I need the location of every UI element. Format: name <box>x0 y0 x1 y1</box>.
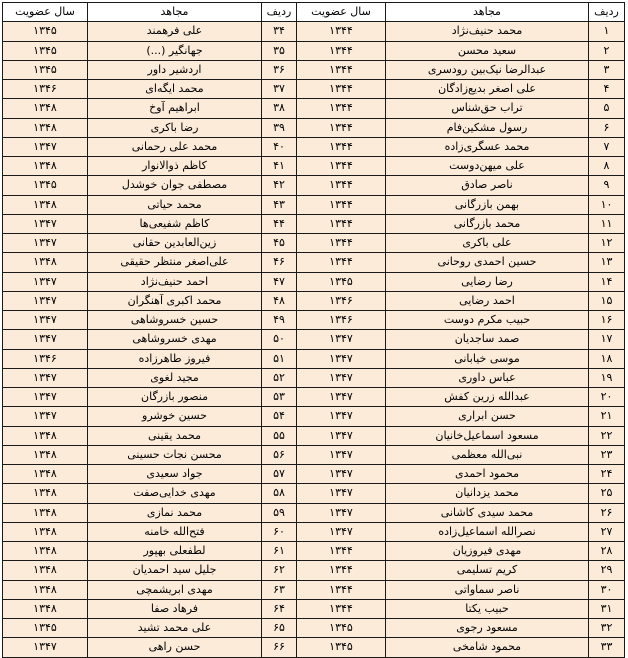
member-name: جهانگیر (...) <box>88 41 262 60</box>
header-year: سال عضویت <box>3 3 88 22</box>
table-row <box>3 41 625 60</box>
table-row <box>3 407 625 426</box>
member-name: ناصر صادق <box>386 176 589 195</box>
row-number: ۲۷ <box>589 522 625 541</box>
membership-year: ۱۳۴۴ <box>297 99 386 118</box>
row-number: ۳۳ <box>589 638 625 657</box>
row-number: ۱۸ <box>589 349 625 368</box>
member-name: کریم تسلیمی <box>386 561 589 580</box>
row-number: ۵۵ <box>262 426 297 445</box>
table-row <box>3 80 625 99</box>
row-number: ۳۹ <box>262 118 297 137</box>
table-row <box>3 580 625 599</box>
member-name: تراب حق‌شناس <box>386 99 589 118</box>
membership-year: ۱۳۴۷ <box>297 407 386 426</box>
member-name: محمد ایگه‌ای <box>88 80 262 99</box>
membership-year: ۱۳۴۷ <box>3 330 88 349</box>
row-number: ۴۶ <box>262 253 297 272</box>
row-number: ۱۳ <box>589 253 625 272</box>
row-number: ۶۲ <box>262 561 297 580</box>
row-number: ۶۴ <box>262 599 297 618</box>
member-name: فتح‌الله خامنه <box>88 522 262 541</box>
membership-year: ۱۳۴۴ <box>297 214 386 233</box>
membership-year: ۱۳۴۸ <box>3 426 88 445</box>
member-name: مسعود اسماعیل‌خانیان <box>386 426 589 445</box>
membership-year: ۱۳۴۸ <box>3 253 88 272</box>
row-number: ۵۷ <box>262 465 297 484</box>
membership-year: ۱۳۴۴ <box>297 137 386 156</box>
member-name: بهمن بازرگانی <box>386 195 589 214</box>
member-name: محمد بازرگانی <box>386 214 589 233</box>
row-number: ۲۵ <box>589 484 625 503</box>
membership-year: ۱۳۴۶ <box>297 311 386 330</box>
member-name: علی فرهمند <box>88 22 262 41</box>
membership-year: ۱۳۴۷ <box>297 368 386 387</box>
membership-year: ۱۳۴۸ <box>3 195 88 214</box>
row-number: ۴۸ <box>262 291 297 310</box>
member-name: محمد یزدانیان <box>386 484 589 503</box>
table-row <box>3 291 625 310</box>
row-number: ۲۳ <box>589 445 625 464</box>
member-name: مهدی فیروزیان <box>386 542 589 561</box>
row-number: ۳۵ <box>262 41 297 60</box>
member-name: حسن ابراری <box>386 407 589 426</box>
member-name: حسین خسروشاهی <box>88 311 262 330</box>
membership-year: ۱۳۴۸ <box>3 580 88 599</box>
member-name: محمود شامخی <box>386 638 589 657</box>
row-number: ۳۴ <box>262 22 297 41</box>
membership-year: ۱۳۴۸ <box>3 118 88 137</box>
membership-year: ۱۳۴۷ <box>3 388 88 407</box>
member-name: رضا باکری <box>88 118 262 137</box>
table-row <box>3 484 625 503</box>
member-name: علی اصغر بدیع‌زادگان <box>386 80 589 99</box>
table-row <box>3 234 625 253</box>
member-name: اردشیر داور <box>88 60 262 79</box>
member-name: سعید محسن <box>386 41 589 60</box>
membership-year: ۱۳۴۴ <box>297 157 386 176</box>
member-name: حسین خوشرو <box>88 407 262 426</box>
membership-year: ۱۳۴۷ <box>3 407 88 426</box>
member-name: علی‌اصغر منتظر حقیقی <box>88 253 262 272</box>
member-name: محمد سیدی کاشانی <box>386 503 589 522</box>
row-number: ۶۱ <box>262 542 297 561</box>
row-number: ۲۰ <box>589 388 625 407</box>
membership-year: ۱۳۴۷ <box>3 234 88 253</box>
table-row <box>3 157 625 176</box>
row-number: ۷ <box>589 137 625 156</box>
table-row <box>3 619 625 638</box>
membership-year: ۱۳۴۴ <box>297 234 386 253</box>
row-number: ۳۲ <box>589 619 625 638</box>
membership-year: ۱۳۴۸ <box>3 157 88 176</box>
membership-year: ۱۳۴۶ <box>297 291 386 310</box>
row-number: ۳۱ <box>589 599 625 618</box>
membership-year: ۱۳۴۷ <box>297 522 386 541</box>
members-table <box>2 2 625 658</box>
member-name: علی محمد تشید <box>88 619 262 638</box>
membership-year: ۱۳۴۴ <box>297 542 386 561</box>
member-name: احمد حنیف‌نژاد <box>88 272 262 291</box>
row-number: ۲۹ <box>589 561 625 580</box>
table-row <box>3 542 625 561</box>
member-name: محمود احمدی <box>386 465 589 484</box>
row-number: ۵۰ <box>262 330 297 349</box>
header-radif: ردیف <box>589 3 625 22</box>
membership-year: ۱۳۴۴ <box>297 580 386 599</box>
membership-year: ۱۳۴۵ <box>297 619 386 638</box>
member-name: رسول مشکین‌فام <box>386 118 589 137</box>
table-row <box>3 561 625 580</box>
membership-year: ۱۳۴۵ <box>3 619 88 638</box>
membership-year: ۱۳۴۸ <box>3 484 88 503</box>
table-row <box>3 99 625 118</box>
member-name: ابراهیم آوخ <box>88 99 262 118</box>
membership-year: ۱۳۴۷ <box>297 465 386 484</box>
membership-year: ۱۳۴۸ <box>3 561 88 580</box>
row-number: ۴ <box>589 80 625 99</box>
table-row <box>3 272 625 291</box>
membership-year: ۱۳۴۴ <box>297 118 386 137</box>
membership-year: ۱۳۴۵ <box>3 176 88 195</box>
row-number: ۶۶ <box>262 638 297 657</box>
membership-year: ۱۳۴۴ <box>297 80 386 99</box>
header-mojahed: مجاهد <box>386 3 589 22</box>
row-number: ۱۴ <box>589 272 625 291</box>
table-row <box>3 388 625 407</box>
member-name: نصرالله اسماعیل‌زاده <box>386 522 589 541</box>
row-number: ۴۷ <box>262 272 297 291</box>
row-number: ۵۹ <box>262 503 297 522</box>
membership-year: ۱۳۴۵ <box>3 60 88 79</box>
member-name: زین‌العابدین حقانی <box>88 234 262 253</box>
row-number: ۲۴ <box>589 465 625 484</box>
membership-year: ۱۳۴۸ <box>3 542 88 561</box>
membership-year: ۱۳۴۵ <box>3 41 88 60</box>
membership-year: ۱۳۴۷ <box>3 368 88 387</box>
table-row <box>3 176 625 195</box>
header-radif: ردیف <box>262 3 297 22</box>
row-number: ۴۹ <box>262 311 297 330</box>
member-name: مهدی خسروشاهی <box>88 330 262 349</box>
row-number: ۴۰ <box>262 137 297 156</box>
row-number: ۳ <box>589 60 625 79</box>
membership-year: ۱۳۴۸ <box>3 599 88 618</box>
row-number: ۴۳ <box>262 195 297 214</box>
row-number: ۵۸ <box>262 484 297 503</box>
membership-year: ۱۳۴۷ <box>3 137 88 156</box>
table-row <box>3 349 625 368</box>
member-name: محمد اکبری آهنگران <box>88 291 262 310</box>
membership-year: ۱۳۴۵ <box>297 638 386 657</box>
membership-year: ۱۳۴۴ <box>297 253 386 272</box>
header-mojahed: مجاهد <box>88 3 262 22</box>
row-number: ۳۰ <box>589 580 625 599</box>
table-row <box>3 195 625 214</box>
row-number: ۶۰ <box>262 522 297 541</box>
member-name: مصطفی جوان خوشدل <box>88 176 262 195</box>
membership-year: ۱۳۴۷ <box>3 638 88 657</box>
row-number: ۲۱ <box>589 407 625 426</box>
row-number: ۵۶ <box>262 445 297 464</box>
membership-year: ۱۳۴۸ <box>3 503 88 522</box>
membership-year: ۱۳۴۴ <box>297 176 386 195</box>
row-number: ۴۲ <box>262 176 297 195</box>
table-row <box>3 638 625 657</box>
header-year: سال عضویت <box>297 3 386 22</box>
member-name: ناصر سماواتی <box>386 580 589 599</box>
membership-year: ۱۳۴۶ <box>3 80 88 99</box>
table-row <box>3 118 625 137</box>
row-number: ۱ <box>589 22 625 41</box>
row-number: ۵۱ <box>262 349 297 368</box>
row-number: ۴۴ <box>262 214 297 233</box>
table-row <box>3 465 625 484</box>
membership-year: ۱۳۴۴ <box>297 195 386 214</box>
membership-year: ۱۳۴۵ <box>297 272 386 291</box>
member-name: صمد ساجدیان <box>386 330 589 349</box>
row-number: ۲۸ <box>589 542 625 561</box>
row-number: ۲۲ <box>589 426 625 445</box>
membership-year: ۱۳۴۴ <box>297 22 386 41</box>
row-number: ۳۷ <box>262 80 297 99</box>
member-name: محمد حیاتی <box>88 195 262 214</box>
membership-year: ۱۳۴۷ <box>297 330 386 349</box>
row-number: ۴۱ <box>262 157 297 176</box>
membership-year: ۱۳۴۷ <box>3 272 88 291</box>
row-number: ۵۴ <box>262 407 297 426</box>
table-row <box>3 330 625 349</box>
member-name: محسن نجات حسینی <box>88 445 262 464</box>
row-number: ۵۳ <box>262 388 297 407</box>
row-number: ۱۹ <box>589 368 625 387</box>
row-number: ۱۶ <box>589 311 625 330</box>
membership-year: ۱۳۴۸ <box>3 445 88 464</box>
member-name: حسن راهی <box>88 638 262 657</box>
row-number: ۳۶ <box>262 60 297 79</box>
membership-year: ۱۳۴۷ <box>3 214 88 233</box>
membership-year: ۱۳۴۷ <box>3 311 88 330</box>
member-name: محمد نمازی <box>88 503 262 522</box>
membership-year: ۱۳۴۷ <box>297 445 386 464</box>
table-row <box>3 599 625 618</box>
membership-year: ۱۳۴۷ <box>297 484 386 503</box>
member-name: محمد عسگری‌زاده <box>386 137 589 156</box>
membership-year: ۱۳۴۴ <box>297 60 386 79</box>
table-row <box>3 368 625 387</box>
member-name: محمد یقینی <box>88 426 262 445</box>
row-number: ۱۵ <box>589 291 625 310</box>
member-name: کاظم ذوالانوار <box>88 157 262 176</box>
membership-year: ۱۳۴۷ <box>297 388 386 407</box>
table-row <box>3 22 625 41</box>
member-name: محمد علی رحمانی <box>88 137 262 156</box>
member-name: لطفعلی بهپور <box>88 542 262 561</box>
row-number: ۱۲ <box>589 234 625 253</box>
row-number: ۶ <box>589 118 625 137</box>
member-name: رضا رضایی <box>386 272 589 291</box>
row-number: ۸ <box>589 157 625 176</box>
membership-year: ۱۳۴۷ <box>297 349 386 368</box>
member-name: مجید لغوی <box>88 368 262 387</box>
table-row <box>3 426 625 445</box>
row-number: ۱۷ <box>589 330 625 349</box>
row-number: ۲ <box>589 41 625 60</box>
membership-year: ۱۳۴۶ <box>3 349 88 368</box>
member-name: مهدی خدایی‌صفت <box>88 484 262 503</box>
member-name: منصور بازرگان <box>88 388 262 407</box>
member-name: عبدالله زرین کفش <box>386 388 589 407</box>
member-name: عباس داوری <box>386 368 589 387</box>
member-name: حسین احمدی روحانی <box>386 253 589 272</box>
row-number: ۶۵ <box>262 619 297 638</box>
member-name: موسی خیابانی <box>386 349 589 368</box>
member-name: علی باکری <box>386 234 589 253</box>
membership-year: ۱۳۴۸ <box>3 99 88 118</box>
row-number: ۵۲ <box>262 368 297 387</box>
row-number: ۲۶ <box>589 503 625 522</box>
table-row <box>3 214 625 233</box>
membership-year: ۱۳۴۷ <box>297 426 386 445</box>
member-name: کاظم شفیعی‌ها <box>88 214 262 233</box>
membership-year: ۱۳۴۸ <box>3 465 88 484</box>
row-number: ۳۸ <box>262 99 297 118</box>
table-row <box>3 137 625 156</box>
header-row <box>3 3 625 22</box>
row-number: ۶۳ <box>262 580 297 599</box>
membership-year: ۱۳۴۴ <box>297 561 386 580</box>
membership-year: ۱۳۴۷ <box>3 291 88 310</box>
member-name: مسعود رجوی <box>386 619 589 638</box>
table-row <box>3 311 625 330</box>
member-name: علی میهن‌دوست <box>386 157 589 176</box>
table-row <box>3 503 625 522</box>
row-number: ۱۰ <box>589 195 625 214</box>
row-number: ۵ <box>589 99 625 118</box>
member-name: فرهاد صفا <box>88 599 262 618</box>
member-name: محمد حنیف‌نژاد <box>386 22 589 41</box>
table-row <box>3 60 625 79</box>
member-name: مهدی ابریشمچی <box>88 580 262 599</box>
member-name: عبدالرضا نیک‌بین رودسری <box>386 60 589 79</box>
table-row <box>3 253 625 272</box>
member-name: فیروز طاهرزاده <box>88 349 262 368</box>
member-name: جواد سعیدی <box>88 465 262 484</box>
member-name: نبی‌الله معظمی <box>386 445 589 464</box>
membership-year: ۱۳۴۷ <box>297 503 386 522</box>
table-row <box>3 522 625 541</box>
membership-year: ۱۳۴۴ <box>297 599 386 618</box>
table-row <box>3 445 625 464</box>
member-name: حبیب یکتا <box>386 599 589 618</box>
membership-year: ۱۳۴۴ <box>297 41 386 60</box>
row-number: ۴۵ <box>262 234 297 253</box>
membership-year: ۱۳۴۵ <box>3 22 88 41</box>
member-name: جلیل سید احمدیان <box>88 561 262 580</box>
member-name: حبیب مکرم دوست <box>386 311 589 330</box>
row-number: ۱۱ <box>589 214 625 233</box>
membership-year: ۱۳۴۸ <box>3 522 88 541</box>
member-name: احمد رضایی <box>386 291 589 310</box>
row-number: ۹ <box>589 176 625 195</box>
